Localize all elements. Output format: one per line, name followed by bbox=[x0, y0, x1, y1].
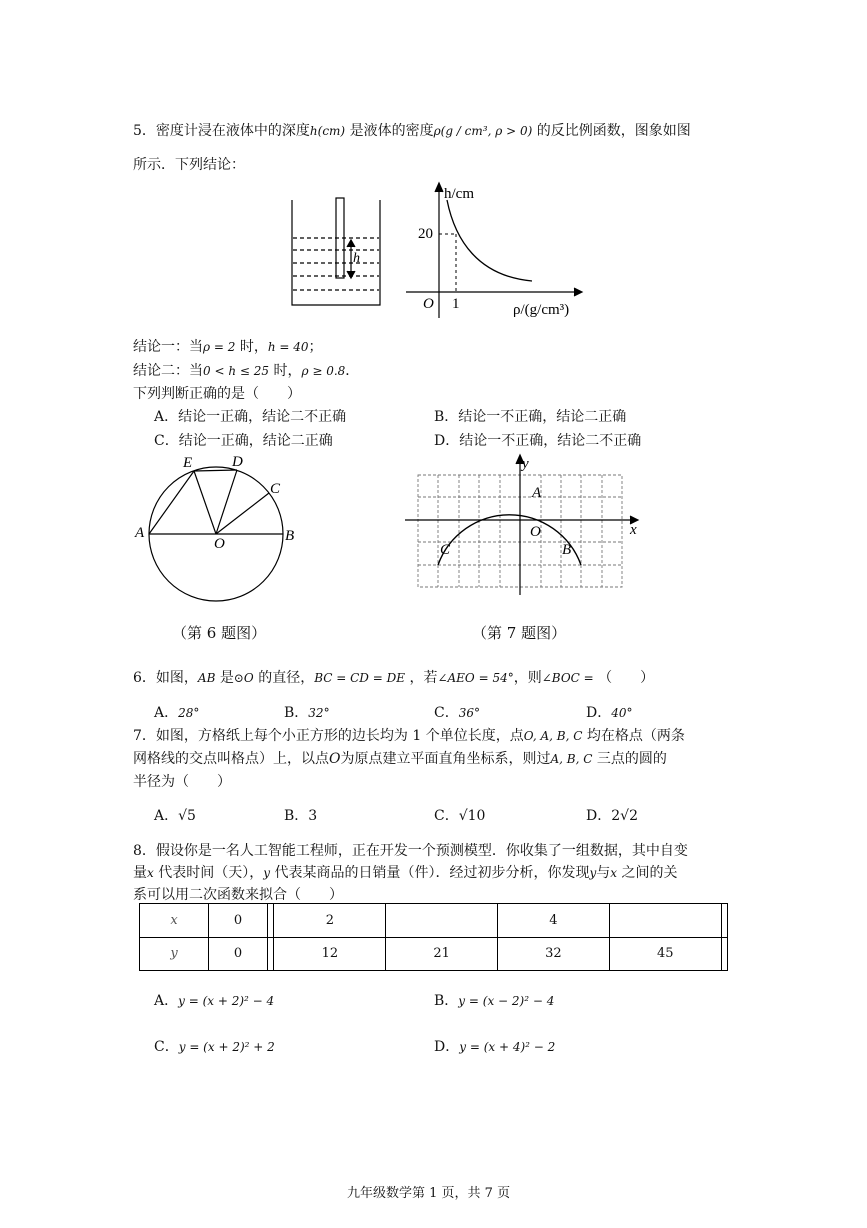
tube-h-label: h bbox=[353, 251, 360, 266]
q5-conclusion2: 结论二：当0 < h ≤ 25 时，ρ ≥ 0.8． bbox=[133, 363, 360, 379]
table-row bbox=[140, 904, 728, 938]
table-cell: 21 bbox=[386, 937, 498, 971]
q7-line2: 网格线的交点叫格点）上，以点O为原点建立平面直角坐标系，则过A, B, C 三点的圆的 bbox=[133, 751, 667, 767]
q8-option-a[interactable]: A．y = (x + 2)² − 4 bbox=[154, 993, 275, 1009]
fig6-label-b: B bbox=[285, 528, 295, 544]
fig6-caption: （第 6 题图） bbox=[172, 624, 267, 642]
inverse-graph bbox=[398, 178, 598, 320]
table-cell: 0 bbox=[209, 937, 268, 971]
fig7-caption: （第 7 题图） bbox=[472, 624, 567, 642]
beaker-figure bbox=[285, 192, 385, 312]
fig7-label-a: A bbox=[532, 485, 542, 501]
table-cell bbox=[609, 904, 721, 938]
q8-option-d[interactable]: D．y = (x + 4)² − 2 bbox=[434, 1039, 556, 1055]
graph-x-label: ρ/(g/cm³) bbox=[513, 302, 570, 318]
data-table bbox=[139, 903, 728, 971]
q5-option-c[interactable]: C．结论一正确，结论二正确 bbox=[154, 433, 333, 449]
q8-line1: 8．假设你是一名人工智能工程师，正在开发一个预测模型．你收集了一组数据，其中自变 bbox=[133, 843, 688, 859]
q7-option-b[interactable]: B．3 bbox=[284, 808, 318, 824]
q7-option-d[interactable]: D．2√2 bbox=[586, 808, 638, 824]
q6-option-c[interactable]: C．36° bbox=[434, 705, 480, 721]
q7-line3: 半径为（ ） bbox=[133, 774, 231, 790]
q6-option-b[interactable]: B．32° bbox=[284, 705, 330, 721]
page-footer: 九年级数学第 1 页，共 7 页 bbox=[347, 1186, 511, 1201]
table-cell: 0 bbox=[209, 904, 268, 938]
q6-option-d[interactable]: D．40° bbox=[586, 705, 633, 721]
q7-line1: 7．如图，方格纸上每个小正方形的边长均为 1 个单位长度，点O, A, B, C 均在格点（两条 bbox=[133, 728, 685, 744]
q8-option-c[interactable]: C．y = (x + 2)² + 2 bbox=[154, 1039, 275, 1055]
q5-option-d[interactable]: D．结论一不正确，结论二不正确 bbox=[434, 433, 642, 449]
q7-option-c[interactable]: C．√10 bbox=[434, 808, 486, 824]
fig7-label-c: C bbox=[440, 542, 451, 558]
q5-conclusion1: 结论一：当ρ = 2 时，h = 40； bbox=[133, 339, 323, 355]
fig6-label-e: E bbox=[183, 455, 193, 471]
fig7-label-b: B bbox=[562, 542, 572, 558]
fig6-label-d: D bbox=[232, 454, 243, 470]
q5-option-b[interactable]: B．结论一不正确，结论二正确 bbox=[434, 409, 627, 425]
graph-tick-1: 1 bbox=[452, 296, 460, 312]
q5-option-a[interactable]: A．结论一正确，结论二不正确 bbox=[154, 409, 347, 425]
fig7-label-x: x bbox=[630, 522, 637, 538]
fig7-label-y: y bbox=[522, 456, 529, 472]
table-cell bbox=[721, 904, 727, 938]
grid-figure-7 bbox=[400, 450, 650, 600]
q8-line3: 系可以用二次函数来拟合（ ） bbox=[133, 887, 343, 903]
table-cell: y bbox=[140, 937, 209, 971]
q5-line2: 所示．下列结论： bbox=[133, 157, 245, 173]
q5-line1: 5．密度计浸在液体中的深度h(cm) 是液体的密度ρ(g / cm³, ρ > 0) 的反比例函数，图象如图 bbox=[133, 123, 691, 139]
q6-stem: 6．如图，AB 是⊙O 的直径，BC = CD = DE ，若∠AEO = 54°，则∠BOC = （ ） bbox=[133, 670, 655, 686]
table-cell: 2 bbox=[274, 904, 386, 938]
table-cell: 32 bbox=[498, 937, 610, 971]
q8-option-b[interactable]: B．y = (x − 2)² − 4 bbox=[434, 993, 555, 1009]
graph-y-label: h/cm bbox=[444, 186, 474, 202]
fig6-label-o: O bbox=[214, 536, 225, 552]
table-cell bbox=[721, 937, 727, 971]
q8-line2: 量x 代表时间（天），y 代表某商品的日销量（件）．经过初步分析，你发现y与x 之间的关 bbox=[133, 865, 678, 881]
fig6-label-c: C bbox=[270, 481, 281, 497]
q7-option-a[interactable]: A．√5 bbox=[154, 808, 196, 824]
table-cell bbox=[386, 904, 498, 938]
table-row bbox=[140, 937, 728, 971]
circle-figure-6 bbox=[128, 448, 308, 608]
table-cell: 12 bbox=[274, 937, 386, 971]
table-cell: x bbox=[140, 904, 209, 938]
fig6-label-a: A bbox=[135, 525, 145, 541]
fig7-label-o: O bbox=[530, 524, 541, 540]
q6-option-a[interactable]: A．28° bbox=[154, 705, 200, 721]
table-cell: 4 bbox=[498, 904, 610, 938]
q5-question: 下列判断正确的是（ ） bbox=[133, 386, 301, 402]
graph-origin: O bbox=[423, 296, 434, 312]
table-cell: 45 bbox=[609, 937, 721, 971]
graph-tick-20: 20 bbox=[418, 226, 433, 242]
